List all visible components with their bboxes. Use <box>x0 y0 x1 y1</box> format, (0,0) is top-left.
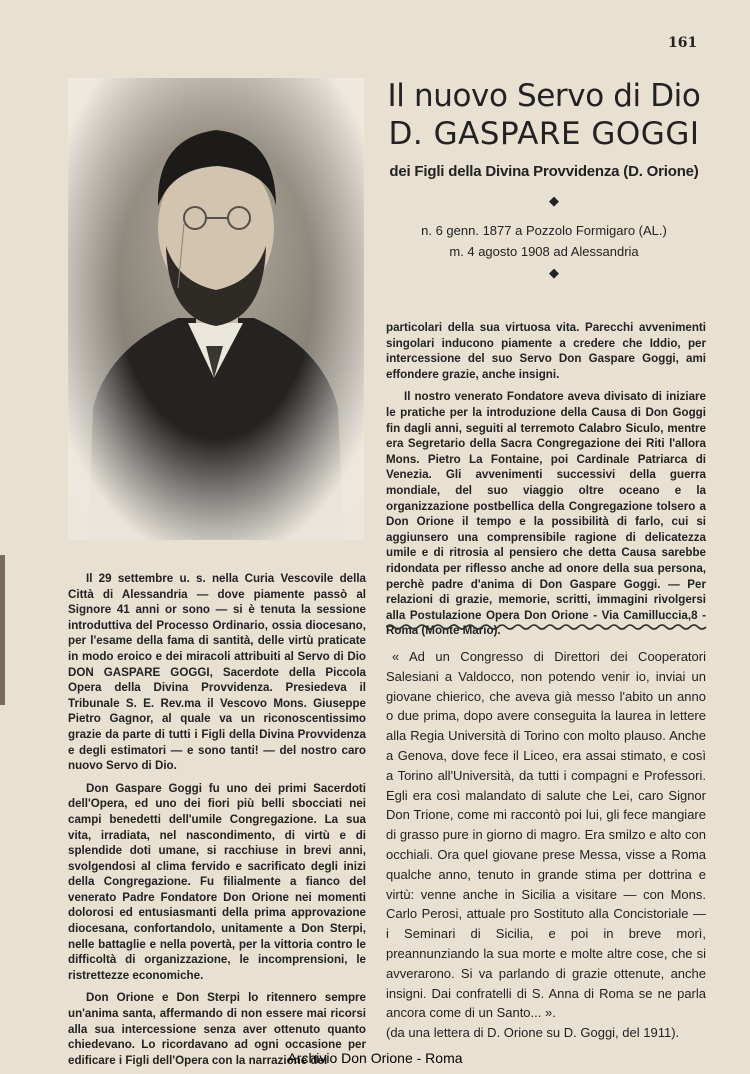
binding-edge <box>0 555 5 705</box>
article-column-left <box>68 571 366 1068</box>
article-paragraph: Il nostro venerato Fondatore aveva divisato di iniziare le pratiche per la introduzione della Causa di Don Goggi fin dagli anni, seguiti al terremoto Calabro Siculo, mentre era Segretario della Sacra Congregazione dei Riti l'allora Mons. Pietro La Fontaine, poi Cardinale Patriarca di Venezia. Gli avvenimenti successivi della guerra mondiale, del suo viaggio oltre oceano e la organizzazione postbellica della Congregazione tolsero a Don Orione il tempo e la possibilità di farlo, cui si aggiunsero una comprensibile ragione di delicatezza umile e di ritrosia al pensiero che detta Causa sarebbe ridondata per riflesso anche ad onore della sua persona, perchè padre d'anima di Don Gaspare Goggi. — Per relazioni di grazie, memorie, scritti, immagini rivolgersi alla Postulazione Opera Don Orione - Via Camilluccia,8 - Roma (Monte Mario). <box>386 390 706 638</box>
article-paragraph: Don Gaspare Goggi fu uno dei primi Sacerdoti dell'Opera, ed uno dei fiori più belli sbocciati nei campi benedetti dell'umile Congregazione. La sua vita, irradiata, nel nascondimento, di virtù e di splendide doti umane, si racchiuse in brevi anni, svolgendosi al clima fervido e sacrificato degli inizi della Congregazione. Fu filialmente a fianco del venerato Padre Fondatore Don Orione nei momenti dolorosi ed entusiasmanti della prima approvazione diocesana, confortandolo, unitamente a Don Sterpi, nelle battaglie e nella povertà, per la vittoria contro le difficoltà di organizzazione, le incomprensioni, le ristrettezze economiche. <box>68 781 366 982</box>
title-subtitle: dei Figli della Divina Provvidenza (D. Orione) <box>389 163 699 180</box>
death-date: m. 4 agosto 1908 ad Alessandria <box>449 244 639 259</box>
article-paragraph: particolari della sua virtuosa vita. Parecchi avvenimenti singolari inducono piamente a credere che Iddio, per intercessione del suo Servo Don Gaspare Goggi, ami effondere grazie, anche insigni. <box>386 321 706 381</box>
archive-caption: Archivio Don Orione - Roma <box>287 1050 463 1066</box>
article-column-right <box>386 320 706 639</box>
letter-source: (da una lettera di D. Orione su D. Goggi, del 1911). <box>386 1025 680 1041</box>
letter-text: « Ad un Congresso di Direttori dei Cooperatori Salesiani a Valdocco, non potendo venir io, inviai un giovane chierico, che aveva già messo l'abito un anno o due prima, dopo avere conseguita la laurea in lettere alla Regia Università di Torino con molto plauso. Anche a Genova, dove fece il Liceo, era assai stimato, e così a Torino all'Università, da tutti i compagni e Professori. Egli era così malandato di salute che Lei, caro Signor Don Trione, come mi raccontò poi lui, gli fece mangiare di grasso pure in giorno di magro. Era smilzo e alto con occhiali. Ora quel giovane prese Messa, visse a Roma qualche anno, tenuto in grande stima per dottrina e virtù: venne anche in Sicilia a visitare — con Mons. Carlo Perosi, attuale pro Sostituto alla Concistoriale — i Seminari di Sicilia, e poi in breve morì, preannunziando la sua morte e molte altre cose, che si avverarono. Si va parlando di grazie ottenute, anche insigni. Dai confratelli di S. Anna di Roma se ne parla ancora come di un Santo... ». <box>386 649 706 1021</box>
diamond-ornament-icon: ◆ <box>549 194 559 209</box>
title-line-1: Il nuovo Servo di Dio <box>387 78 701 114</box>
article-paragraph: Don Orione e Don Sterpi lo ritennero sempre un'anima santa, affermando di non essere mai ricorsi alla sua intercessione senza aver ottenuto quanto chiedevano. Lo ricordavano ad ogni occasione per edificare i Figli dell'Opera con la narrazione dei <box>68 991 366 1067</box>
ornamental-divider <box>386 622 708 632</box>
title-block <box>386 78 702 282</box>
quoted-letter <box>386 647 706 1043</box>
birth-date: n. 6 genn. 1877 a Pozzolo Formigaro (AL.) <box>421 223 667 238</box>
portrait-photo <box>68 78 364 540</box>
article-paragraph: Il 29 settembre u. s. nella Curia Vescovile della Città di Alessandria — dove piamente passò al Signore 41 anni or sono — si è tenuta la sessione introduttiva del Processo Ordinario, ossia diocesano, per l'esame della fama di santità, delle virtù praticate in modo eroico e dei miracoli attribuiti al Servo di Dio DON GASPARE GOGGI, Sacerdote della Piccola Opera della Divina Provvidenza. Presiedeva il Tribunale S. E. Rev.ma il Vescovo Mons. Giuseppe Pietro Gagnor, al quale va un riconoscentissimo grazie da parte di tutti i Figli della Divina Provvidenza e degli estimatori — e sono tanti! — del nostro caro nuovo Servo di Dio. <box>68 572 366 773</box>
diamond-ornament-icon: ◆ <box>549 266 559 281</box>
page-number: 161 <box>668 35 698 51</box>
title-name: D. GASPARE GOGGI <box>388 116 700 152</box>
